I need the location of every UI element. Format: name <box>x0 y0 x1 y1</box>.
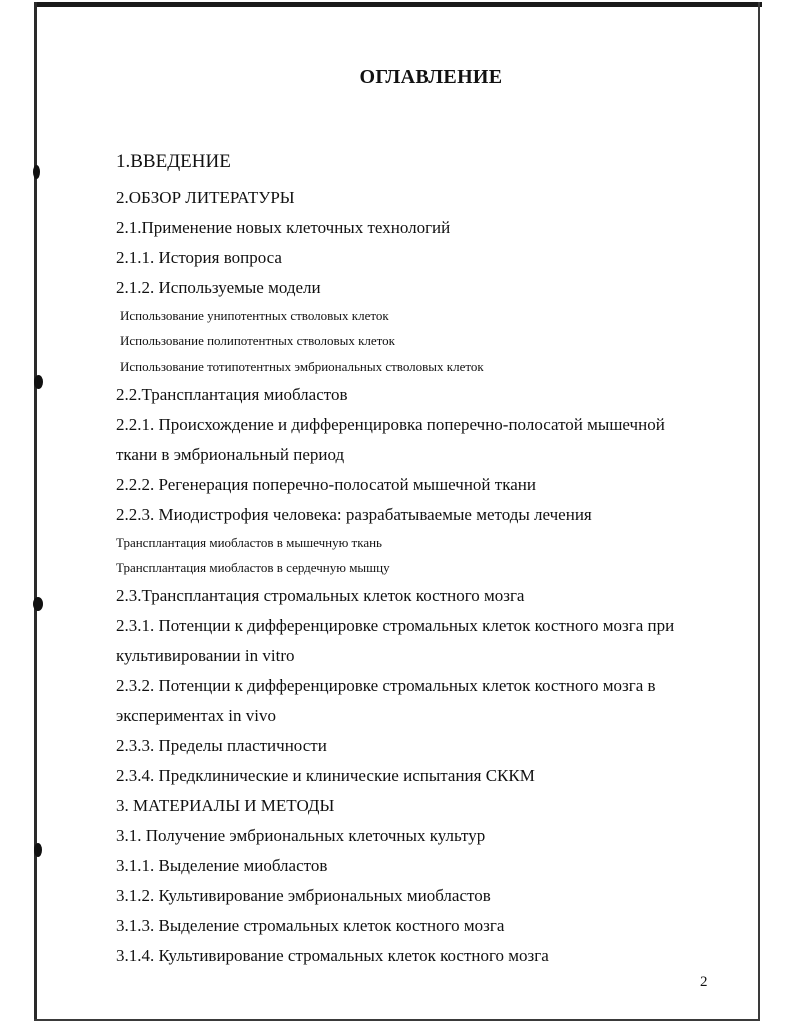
toc-entry: 1.ВВЕДЕНИЕ <box>116 151 231 172</box>
toc-entry: 3.1. Получение эмбриональных клеточных культур <box>116 826 486 845</box>
toc-entry: 2.1.2. Используемые модели <box>116 278 321 297</box>
scan-mark <box>33 165 40 179</box>
toc-entry: 2.2.1. Происхождение и дифференцировка поперечно-полосатой мышечной <box>116 415 665 434</box>
toc-entry: 2.3.4. Предклинические и клинические испытания СККМ <box>116 766 535 785</box>
toc-entry: 3.1.2. Культивирование эмбриональных миобластов <box>116 886 491 905</box>
page-title: ОГЛАВЛЕНИЕ <box>359 66 503 88</box>
page-number: 2 <box>700 974 708 990</box>
toc-entry: Использование полипотентных стволовых клеток <box>120 333 395 348</box>
toc-entry: 2.1.Применение новых клеточных технологий <box>116 218 451 237</box>
toc-entry: Трансплантация миобластов в мышечную ткань <box>116 535 382 550</box>
page-border-bottom <box>34 1019 760 1021</box>
scan-mark <box>33 597 43 611</box>
scan-mark <box>34 843 42 857</box>
toc-entry: 3.1.4. Культивирование стромальных клеток костного мозга <box>116 946 549 965</box>
toc-entry: 2.ОБЗОР ЛИТЕРАТУРЫ <box>116 188 295 207</box>
toc-entry: 2.2.Трансплантация миобластов <box>116 385 348 404</box>
toc-entry: 3. МАТЕРИАЛЫ И МЕТОДЫ <box>116 796 335 815</box>
toc-entry: 2.1.1. История вопроса <box>116 248 282 267</box>
toc-entry: 2.3.Трансплантация стромальных клеток костного мозга <box>116 586 525 605</box>
toc-entry: 3.1.1. Выделение миобластов <box>116 856 328 875</box>
page-border-top <box>34 2 762 7</box>
page-border-right <box>758 2 760 1020</box>
toc-entry: Трансплантация миобластов в сердечную мышцу <box>116 560 390 575</box>
toc-entry: 2.2.3. Миодистрофия человека: разрабатываемые методы лечения <box>116 505 592 524</box>
toc-entry: ткани в эмбриональный период <box>116 445 345 464</box>
page-border-left <box>34 2 37 1020</box>
toc-entry: экспериментах in vivo <box>116 706 276 725</box>
toc-entry: 2.3.1. Потенции к дифференцировке стромальных клеток костного мозга при <box>116 616 675 635</box>
toc-entry: 2.2.2. Регенерация поперечно-полосатой мышечной ткани <box>116 475 536 494</box>
scan-mark <box>34 375 43 389</box>
toc-entry: Использование тотипотентных эмбриональных стволовых клеток <box>120 359 484 374</box>
toc-entry: 2.3.2. Потенции к дифференцировке стромальных клеток костного мозга в <box>116 676 656 695</box>
toc-entry: 3.1.3. Выделение стромальных клеток костного мозга <box>116 916 505 935</box>
toc-entry: 2.3.3. Пределы пластичности <box>116 736 327 755</box>
toc-entry: Использование унипотентных стволовых клеток <box>120 308 389 323</box>
toc-entry: культивировании in vitro <box>116 646 295 665</box>
